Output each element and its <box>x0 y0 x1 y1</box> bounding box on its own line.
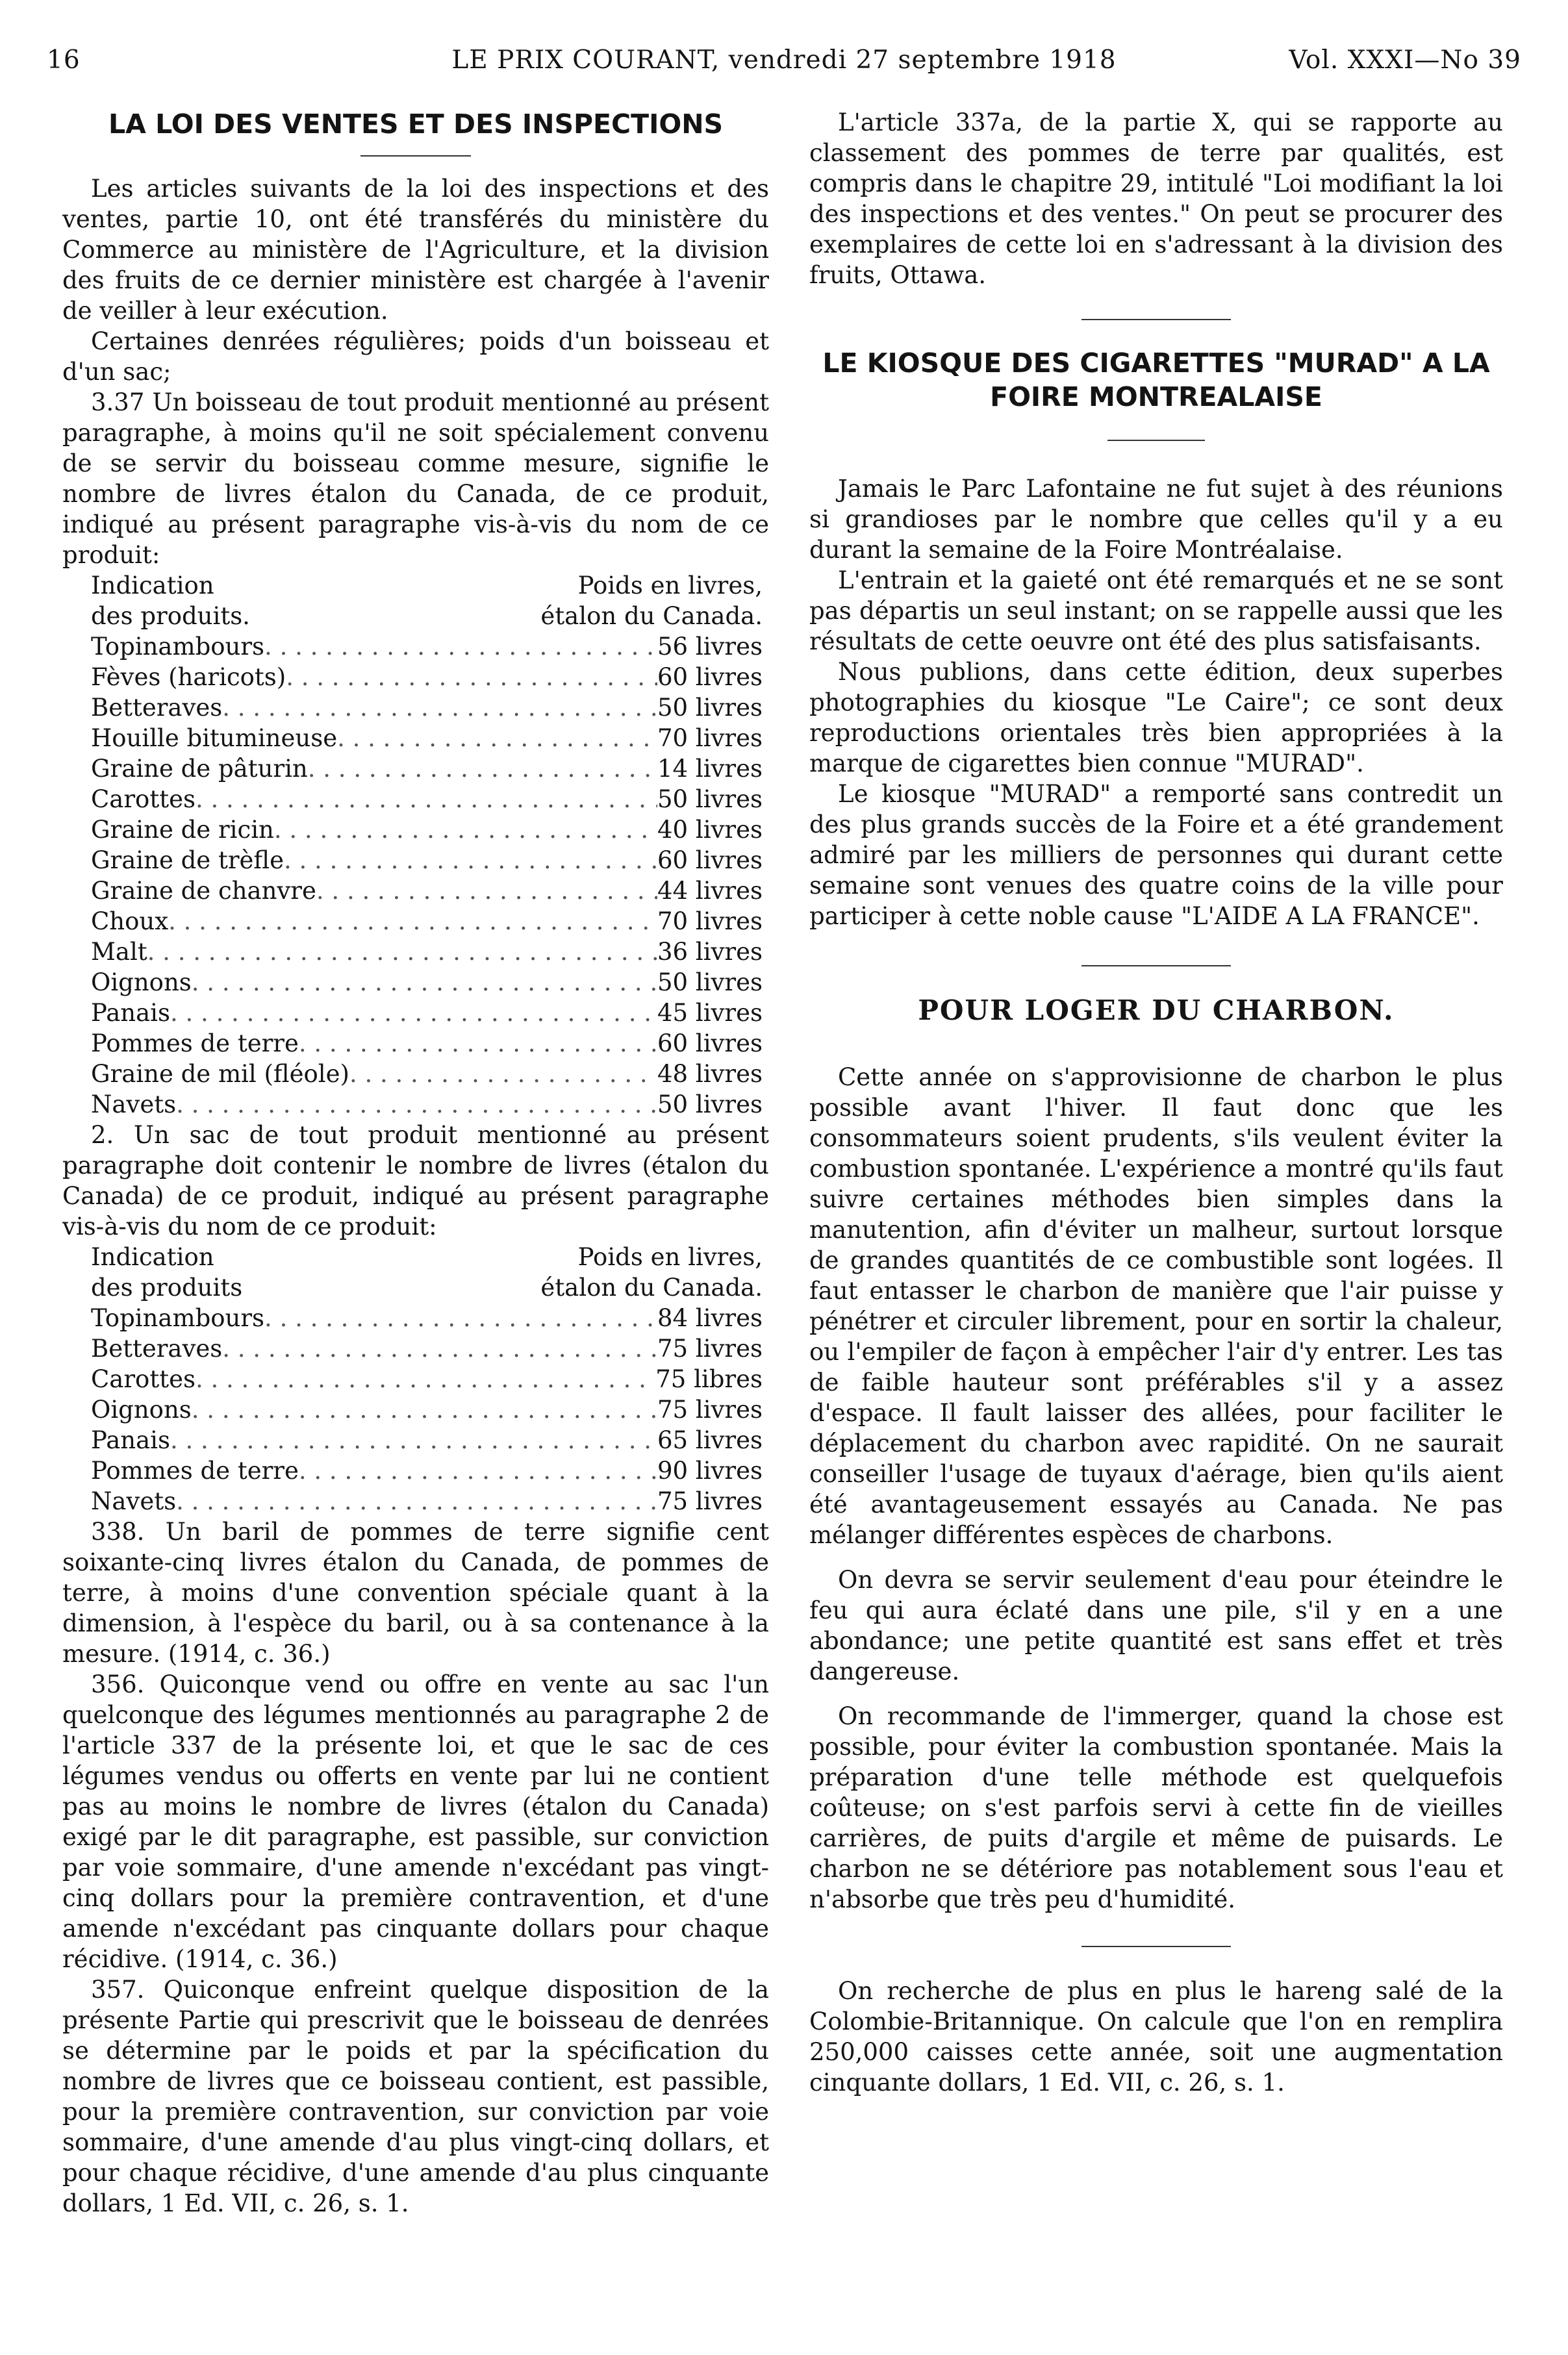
publication-line: LE PRIX COURANT, vendredi 27 septembre 1918 <box>451 45 1117 75</box>
table2-header <box>62 1242 769 1303</box>
page-number: 16 <box>47 45 81 75</box>
table1-head-left-1: Indication <box>91 572 214 599</box>
table-row: Betteraves . . . 75 livres <box>62 1333 769 1364</box>
table1-head-right-2: étalon du Canada. <box>540 602 763 630</box>
table-row: Graine de pâturin . . . 14 livres <box>62 753 769 784</box>
table-row: Graine de mil (fléole) . . . 48 livres <box>62 1059 769 1089</box>
table-row: Carottes . . . 50 livres <box>62 784 769 814</box>
page-header <box>47 45 1521 91</box>
coal-paragraph-1: Cette année on s'approvisionne de charbon le plus possible avant l'hiver. Il faut donc que les consommateurs soient prudents, s'ils veulent éviter la combustion spontanée. L'expérience a montré qu'ils faut suivre certaines méthodes bien simples dans la manutention, afin d'éviter un malheur, surtout lorsque de grandes quantités de ce combustible sont logées. Il faut entasser le charbon de manière que l'air puisse y pénétrer et circuler librement, pour en sortir la chaleur, ou l'empiler de façon à empêcher l'air d'y entrer. Les tas de faible hauteur sont préférables s'il y a assez d'espace. Il fault laisser des allées, pour faciliter le déplacement du charbon avec rapidité. On ne saurait conseiller l'usage de tuyaux d'aérage, bien qu'ils aient été avantageusement essayés au Canada. Ne pas mélanger différentes espèces de charbons. <box>809 1063 1503 1549</box>
table2-head-right-1: Poids en livres, <box>577 1243 763 1271</box>
table-row: Panais . . . 45 livres <box>62 998 769 1028</box>
section-rule <box>1081 1946 1231 1947</box>
left-column <box>62 107 769 2219</box>
paragraph-2: 2. Un sac de tout produit mentionné au présent paragraphe doit contenir le nombre de livres (étalon du Canada) de ce produit, indiqué au présent paragraphe vis-à-vis du nom de ce produit: <box>62 1121 769 1240</box>
coal-paragraph-3: On recommande de l'immerger, quand la chose est possible, pour éviter la combustion spontanée. Mais la préparation d'une telle méthode est quelquefois coûteuse; on s'est parfois servi à cette fin de vieilles carrières, de puits d'argile et même de puisards. Le charbon ne se détériore pas notablement sous l'eau et n'absorbe que très peu d'humidité. <box>809 1702 1503 1913</box>
volume-number: Vol. XXXI—No 39 <box>1289 45 1521 75</box>
murad-paragraph-2: L'entrain et la gaieté ont été remarqués et ne se sont pas départis un seul instant; on se rappelle aussi que les résultats de cette oeuvre ont été des plus satisfaisants. <box>809 566 1503 655</box>
table-row: Oignons . . . 50 livres <box>62 967 769 998</box>
right-column <box>809 107 1503 2098</box>
hareng-paragraph: On recherche de plus en plus le hareng salé de la Colombie-Britannique. On calcule que l'on en remplira 250,000 caisses cette année, soit une augmentation cinquante dollars, 1 Ed. VII, c. 26, s. 1. <box>809 1977 1503 2097</box>
table-row: Topinambours . . . 84 livres <box>62 1303 769 1333</box>
table-row: Navets . . . 75 livres <box>62 1486 769 1517</box>
table1-head-right-1: Poids en livres, <box>577 572 763 599</box>
subheading-paragraph: Certaines denrées régulières; poids d'un boisseau et d'un sac; <box>62 327 769 386</box>
article-356-paragraph: 356. Quiconque vend ou offre en vente au sac l'un quelconque des légumes mentionnés au paragraphe 2 de l'article 337 de la présente loi, et que le sac de ces légumes vendus ou offerts en vente par lui ne contient pas au moins le nombre de livres (étalon du Canada) exigé par le dit paragraphe, est passible, sur conviction par voie sommaire, d'une amende n'excédant pas vingt-cinq dollars pour la première contravention, et d'une amende n'excédant pas cinquante dollars pour chaque récidive. (1914, c. 36.) <box>62 1670 769 1973</box>
table-row: Panais . . . 65 livres <box>62 1425 769 1455</box>
table-row: Oignons . . . 75 livres <box>62 1394 769 1425</box>
article-title-loi: LA LOI DES VENTES ET DES INSPECTIONS <box>108 108 724 140</box>
article-357-paragraph: 357. Quiconque enfreint quelque disposition de la présente Partie qui prescrivit que le boisseau de denrées se détermine par le poids et par la spécification du nombre de livres que ce boisseau contient, est passible, pour la première contravention, sur conviction par voie sommaire, d'une amende d'au plus vingt-cinq dollars, et pour chaque récidive, d'une amende d'au plus cinquante dollars, 1 Ed. VII, c. 26, s. 1. <box>62 1976 769 2217</box>
table-row: Fèves (haricots) . . . 60 livres <box>62 662 769 692</box>
table1-header <box>62 570 769 631</box>
coal-paragraph-2: On devra se servir seulement d'eau pour éteindre le feu qui aura éclaté dans une pile, s'il y en a une abondance; une petite quantité est sans effet et très dangereuse. <box>809 1566 1503 1685</box>
title-rule <box>360 155 471 157</box>
section-rule <box>1081 319 1231 320</box>
title-rule <box>1107 440 1205 441</box>
table-row: Choux . . . 70 livres <box>62 906 769 937</box>
table1-head-left-2: des produits. <box>91 602 250 630</box>
murad-paragraph-4: Le kiosque "MURAD" a remporté sans contredit un des plus grands succès de la Foire et a été grandement admiré par les milliers de personnes qui durant cette semaine sont venues des quatre coins de la ville pour participer à cette noble cause "L'AIDE A LA FRANCE". <box>809 780 1503 930</box>
table-row: Houille bitumineuse . . . 70 livres <box>62 723 769 753</box>
table2-rows <box>62 1303 769 1517</box>
table-row: Malt . . . 36 livres <box>62 937 769 967</box>
table2-head-right-2: étalon du Canada. <box>540 1274 763 1302</box>
section-rule <box>1081 965 1231 966</box>
table2-head-left-2: des produits <box>91 1274 243 1302</box>
article-337a-paragraph: L'article 337a, de la partie X, qui se rapporte au classement des pommes de terre par qualités, est compris dans le chapitre 29, intitulé "Loi modifiant la loi des inspections et des ventes." On peut se procurer des exemplaires de cette loi en s'adressant à la division des fruits, Ottawa. <box>809 108 1503 289</box>
table-row: Graine de trèfle . . . 60 livres <box>62 845 769 875</box>
table-row: Pommes de terre . . . 60 livres <box>62 1028 769 1059</box>
table-row: Betteraves . . . 50 livres <box>62 692 769 723</box>
article-title-charbon: POUR LOGER DU CHARBON. <box>918 994 1395 1026</box>
table-row: Topinambours . . . 56 livres <box>62 631 769 662</box>
table-row: Graine de chanvre . . . 44 livres <box>62 875 769 906</box>
table-row: Pommes de terre . . . 90 livres <box>62 1455 769 1486</box>
murad-paragraph-1: Jamais le Parc Lafontaine ne fut sujet à des réunions si grandioses par le nombre que celles qu'il y a eu durant la semaine de la Foire Montréalaise. <box>809 475 1503 564</box>
table2-head-left-1: Indication <box>91 1243 214 1271</box>
article-338-paragraph: 338. Un baril de pommes de terre signifie cent soixante-cinq livres étalon du Canada, de pommes de terre, à moins d'une convention spéciale quant à la dimension, à l'espèce du baril, ou à sa contenance à la mesure. (1914, c. 36.) <box>62 1518 769 1668</box>
article-337-paragraph: 3.37 Un boisseau de tout produit mentionné au présent paragraphe, à moins qu'il ne soit spécialement convenu de se servir du boisseau comme mesure, signifie le nombre de livres étalon du Canada, de ce produit, indiqué au présent paragraphe vis-à-vis du nom de ce produit: <box>62 388 769 569</box>
table-row: Graine de ricin . . . 40 livres <box>62 814 769 845</box>
murad-paragraph-3: Nous publions, dans cette édition, deux superbes photographies du kiosque "Le Caire"; ce sont deux reproductions orientales très bien appropriées à la marque de cigarettes bien connue "MURAD". <box>809 658 1503 777</box>
table1-rows <box>62 631 769 1120</box>
intro-paragraph: Les articles suivants de la loi des inspections et des ventes, partie 10, ont été transférés du ministère du Commerce au ministère de l'Agriculture, et la division des fruits de ce dernier ministère est chargée à l'avenir de veiller à leur exécution. <box>62 175 769 325</box>
article-title-murad: LE KIOSQUE DES CIGARETTES "MURAD" A LA FOIRE MONTREALAISE <box>822 347 1490 412</box>
table-row: Navets . . . 50 livres <box>62 1089 769 1120</box>
table-row: Carottes . . . 75 libres <box>62 1364 769 1394</box>
